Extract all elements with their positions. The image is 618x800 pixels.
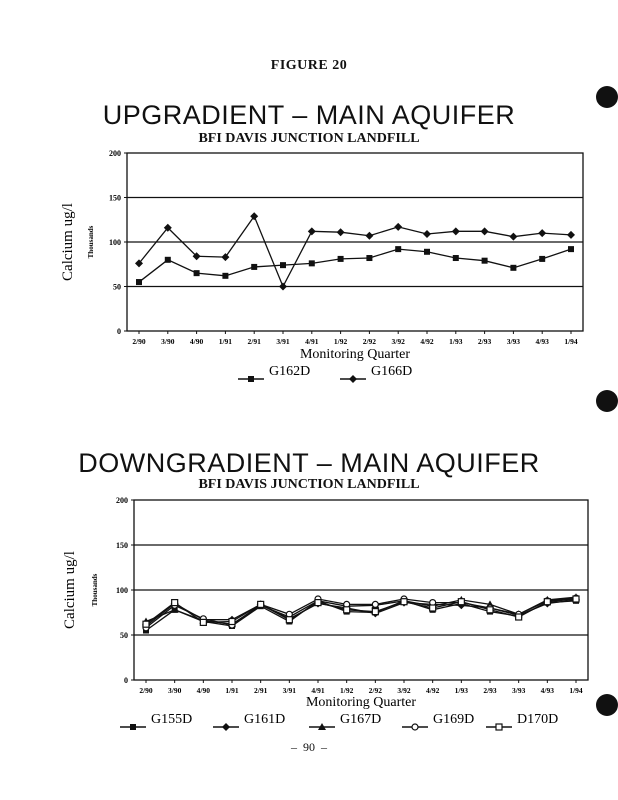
data-point-g166d — [423, 230, 431, 238]
legend-marker-g155d — [130, 724, 136, 730]
downgradient-x-tick-label: 4/90 — [196, 686, 211, 695]
upgradient-y-tick-label: 200 — [109, 149, 121, 158]
upgradient-y-tick-label: 100 — [109, 238, 121, 247]
legend-label-g162d: G162D — [269, 364, 311, 379]
downgradient-x-tick-label: 3/90 — [167, 686, 182, 695]
data-point-d170d — [516, 614, 522, 620]
legend-label-g167d: G167D — [340, 712, 382, 727]
data-point-g162d — [482, 258, 488, 264]
data-point-d170d — [172, 600, 178, 606]
downgradient-x-tick-label: 4/93 — [540, 686, 555, 695]
punch-hole-middle — [596, 390, 618, 412]
legend-marker-g166d — [349, 375, 357, 383]
data-point-g162d — [222, 273, 228, 279]
series-line-g166d — [139, 216, 571, 286]
data-point-d170d — [229, 619, 235, 625]
upgradient-x-axis-label: Monitoring Quarter — [299, 347, 411, 362]
data-point-g162d — [338, 256, 344, 262]
upgradient-y-tick-label: 50 — [113, 282, 121, 292]
legend-label-g155d: G155D — [151, 712, 193, 727]
downgradient-y-tick-label: 200 — [116, 496, 128, 505]
legend-marker-g162d — [248, 376, 254, 382]
data-point-d170d — [372, 609, 378, 615]
data-point-d170d — [258, 601, 264, 607]
downgradient-x-tick-label: 2/93 — [483, 686, 497, 695]
data-point-g162d — [165, 257, 171, 263]
downgradient-x-tick-label: 2/90 — [139, 686, 153, 695]
upgradient-x-tick-label: 4/93 — [535, 337, 549, 346]
legend-label-g166d: G166D — [371, 364, 413, 379]
data-point-g166d — [221, 253, 229, 261]
data-point-g166d — [337, 228, 345, 236]
data-point-g166d — [365, 232, 373, 240]
data-point-d170d — [315, 600, 321, 606]
figure-label: FIGURE 20 — [270, 58, 348, 73]
legend-marker-d170d — [496, 724, 502, 730]
data-point-g162d — [568, 246, 574, 252]
upgradient-x-tick-label: 2/90 — [132, 337, 146, 346]
data-point-d170d — [200, 619, 206, 625]
page-number: – 90 – — [291, 740, 327, 754]
data-point-d170d — [458, 599, 464, 605]
downgradient-chart-title: DOWNGRADIENT – MAIN AQUIFER — [78, 448, 540, 478]
data-point-d170d — [401, 599, 407, 605]
data-point-g166d — [452, 227, 460, 235]
upgradient-y-tick-label: 150 — [109, 193, 121, 203]
upgradient-x-tick-label: 4/92 — [420, 337, 434, 346]
downgradient-x-axis-label: Monitoring Quarter — [305, 695, 417, 710]
legend-label-g169d: G169D — [433, 712, 475, 727]
upgradient-x-tick-label: 1/94 — [564, 337, 578, 346]
data-point-d170d — [286, 617, 292, 623]
data-point-g162d — [194, 270, 200, 276]
data-point-d170d — [573, 596, 579, 602]
legend-marker-g169d — [412, 724, 418, 730]
data-point-g162d — [395, 246, 401, 252]
downgradient-x-tick-label: 1/94 — [569, 686, 583, 695]
data-point-d170d — [143, 621, 149, 627]
data-point-g162d — [136, 279, 142, 285]
upgradient-x-tick-label: 1/91 — [218, 337, 233, 346]
data-point-g162d — [510, 265, 516, 271]
downgradient-x-tick-label: 3/93 — [511, 686, 526, 695]
downgradient-y-tick-label: 150 — [116, 541, 128, 550]
upgradient-x-tick-label: 4/91 — [305, 337, 319, 346]
downgradient-y-tick-label: 50 — [120, 631, 128, 640]
data-point-g162d — [366, 255, 372, 261]
downgradient-y-tick-label: 0 — [124, 676, 128, 685]
upgradient-chart — [60, 149, 583, 383]
data-point-g162d — [309, 260, 315, 266]
downgradient-x-tick-label: 2/91 — [253, 686, 268, 695]
downgradient-y-axis-units: Thousands — [91, 573, 99, 607]
upgradient-x-tick-label: 3/92 — [391, 337, 405, 346]
data-point-g166d — [567, 231, 575, 239]
downgradient-x-tick-label: 3/91 — [282, 686, 297, 695]
data-point-g166d — [308, 227, 316, 235]
data-point-g169d — [372, 601, 378, 607]
upgradient-y-axis-units: Thousands — [87, 225, 95, 259]
punch-hole-bottom — [596, 694, 618, 716]
downgradient-x-tick-label: 1/92 — [339, 686, 354, 695]
series-line-g162d — [139, 249, 571, 282]
downgradient-y-axis-label: Calcium ug/l — [62, 551, 78, 629]
data-point-g166d — [279, 283, 287, 291]
downgradient-x-tick-label: 4/92 — [425, 686, 440, 695]
data-point-d170d — [487, 607, 493, 613]
upgradient-x-tick-label: 3/93 — [506, 337, 521, 346]
downgradient-chart — [62, 496, 588, 731]
upgradient-x-tick-label: 2/91 — [247, 337, 261, 346]
data-point-g162d — [280, 262, 286, 268]
data-point-d170d — [344, 607, 350, 613]
data-point-g166d — [250, 212, 258, 220]
data-point-g162d — [424, 249, 430, 255]
downgradient-y-tick-label: 100 — [116, 586, 128, 595]
legend-label-g161d: G161D — [244, 712, 286, 727]
data-point-g166d — [538, 229, 546, 237]
upgradient-x-tick-label: 2/93 — [477, 337, 492, 346]
downgradient-chart-subtitle: BFI DAVIS JUNCTION LANDFILL — [198, 477, 420, 492]
data-point-g166d — [509, 233, 517, 241]
downgradient-x-tick-label: 1/91 — [225, 686, 239, 695]
upgradient-x-tick-label: 3/91 — [276, 337, 290, 346]
upgradient-x-tick-label: 2/92 — [362, 337, 377, 346]
upgradient-chart-title: UPGRADIENT – MAIN AQUIFER — [102, 100, 516, 130]
upgradient-chart-subtitle: BFI DAVIS JUNCTION LANDFILL — [198, 131, 420, 146]
upgradient-y-axis-label: Calcium ug/l — [60, 203, 76, 281]
upgradient-x-tick-label: 3/90 — [161, 337, 175, 346]
page-number-value: 90 — [303, 740, 315, 754]
series-line-g169d — [146, 598, 576, 628]
punch-hole-top — [596, 86, 618, 108]
downgradient-x-tick-label: 4/91 — [311, 686, 325, 695]
downgradient-x-tick-label: 1/93 — [454, 686, 469, 695]
data-point-g162d — [251, 264, 257, 270]
upgradient-x-tick-label: 1/92 — [333, 337, 348, 346]
data-point-g166d — [481, 227, 489, 235]
data-point-d170d — [544, 599, 550, 605]
data-point-d170d — [430, 605, 436, 611]
downgradient-x-tick-label: 3/92 — [397, 686, 411, 695]
upgradient-x-tick-label: 1/93 — [449, 337, 463, 346]
data-point-g162d — [539, 256, 545, 262]
upgradient-y-tick-label: 0 — [117, 327, 121, 336]
downgradient-x-tick-label: 2/92 — [368, 686, 383, 695]
legend-marker-g161d — [222, 723, 230, 731]
upgradient-x-tick-label: 4/90 — [189, 337, 204, 346]
legend-label-d170d: D170D — [517, 712, 559, 727]
data-point-g162d — [453, 255, 459, 261]
data-point-g166d — [394, 223, 402, 231]
